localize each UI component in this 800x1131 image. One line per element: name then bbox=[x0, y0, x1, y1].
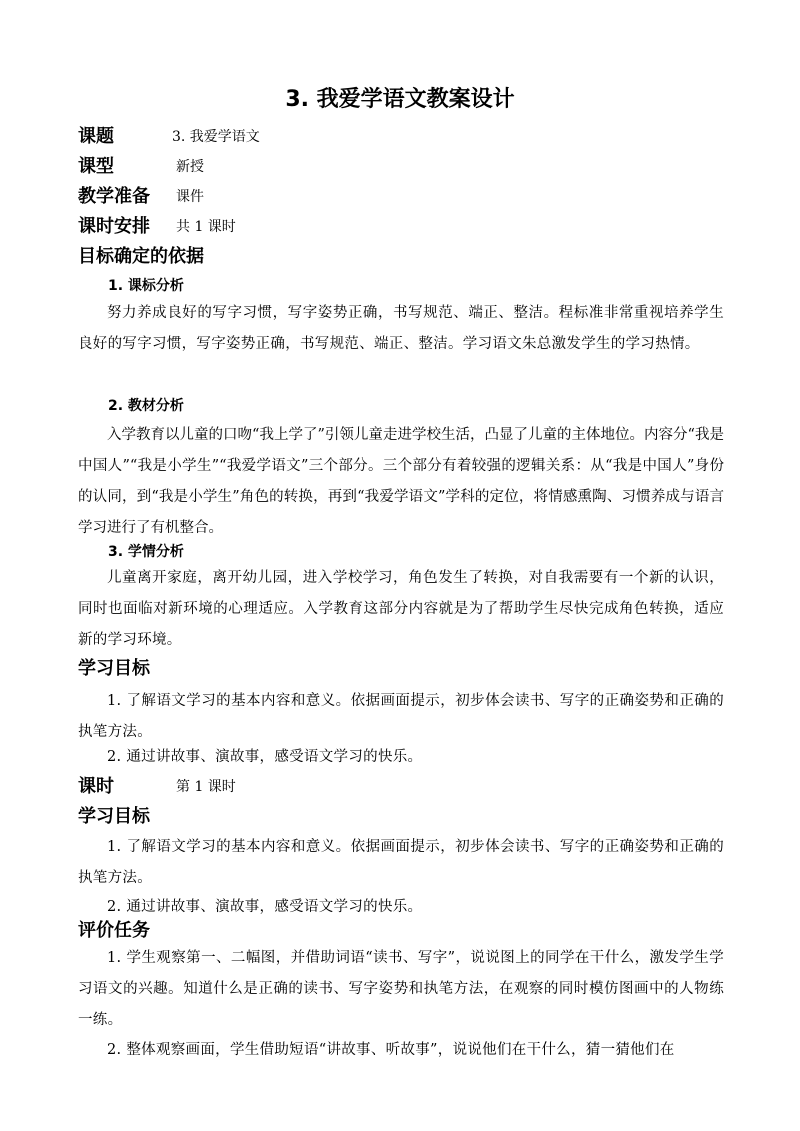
task-item: 2. 整体观察画面，学生借助短语“讲故事、听故事”，说说他们在干什么，猜一猜他们在 bbox=[107, 1042, 675, 1058]
subsection-heading-textbook: 2. 教材分析 bbox=[108, 398, 184, 414]
goal-item: 2. 通过讲故事、演故事，感受语文学习的快乐。 bbox=[107, 899, 423, 915]
meta-row-lesson bbox=[78, 772, 236, 802]
goal-item: 1. 了解语文学习的基本内容和意义。依据画面提示，初步体会读书、写字的正确姿势和正确的执笔方法。 bbox=[78, 693, 724, 740]
meta-row-preparation bbox=[78, 182, 204, 212]
meta-value: 3. 我爱学语文 bbox=[172, 129, 260, 145]
paragraph-learners: 儿童离开家庭，离开幼儿园，进入学校学习，角色发生了转换，对自我需要有一个新的认识，同时也面临对新环境的心理适应。入学教育这部分内容就是为了帮助学生尽快完成角色转换，适应新的学习环境。 bbox=[78, 570, 724, 648]
meta-label: 课题 bbox=[78, 126, 114, 147]
meta-label: 课型 bbox=[78, 156, 114, 177]
subsection-heading-standard: 1. 课标分析 bbox=[108, 278, 184, 294]
meta-value: 共 1 课时 bbox=[176, 219, 236, 235]
meta-label: 课时 bbox=[78, 776, 114, 797]
paragraph-textbook: 入学教育以儿童的口吻“我上学了”引领儿童走进学校生活，凸显了儿童的主体地位。内容分“我是中国人”“我是小学生”“我爱学语文”三个部分。三个部分有着较强的逻辑关系：从“我是中国人”身份的认同，到“我是小学生”角色的转换，再到“我爱学语文”学科的定位，将情感熏陶、习惯养成与语言学习进行了有机整合。 bbox=[78, 427, 724, 536]
section-heading-goals: 学习目标 bbox=[78, 658, 150, 679]
meta-label: 课时安排 bbox=[78, 216, 150, 237]
meta-label: 教学准备 bbox=[78, 186, 150, 207]
goal-item: 2. 通过讲故事、演故事，感受语文学习的快乐。 bbox=[107, 749, 423, 765]
paragraph-standard: 努力养成良好的写字习惯，写字姿势正确，书写规范、端正、整洁。程标准非常重视培养学生良好的写字习惯，写字姿势正确，书写规范、端正、整洁。学习语文朱总激发学生的学习热情。 bbox=[78, 305, 724, 352]
section-heading-goals-lesson: 学习目标 bbox=[78, 806, 150, 827]
meta-row-type bbox=[78, 152, 204, 182]
section-heading-basis: 目标确定的依据 bbox=[78, 246, 204, 267]
goal-item: 1. 了解语文学习的基本内容和意义。依据画面提示，初步体会读书、写字的正确姿势和正确的执笔方法。 bbox=[78, 839, 724, 886]
subsection-heading-learners: 3. 学情分析 bbox=[108, 544, 184, 560]
meta-value: 课件 bbox=[176, 189, 204, 205]
meta-row-topic bbox=[78, 122, 260, 152]
meta-value: 第 1 课时 bbox=[176, 779, 236, 795]
meta-value: 新授 bbox=[176, 159, 204, 175]
meta-row-schedule bbox=[78, 212, 236, 242]
document-title: 3. 我爱学语文教案设计 bbox=[285, 87, 515, 112]
task-item: 1. 学生观察第一、二幅图，并借助词语“读书、写字”，说说图上的同学在干什么，激发学生学习语文的兴趣。知道什么是正确的读书、写字姿势和执笔方法，在观察的同时模仿图画中的人物练一练。 bbox=[78, 950, 724, 1028]
section-heading-tasks: 评价任务 bbox=[78, 920, 150, 941]
